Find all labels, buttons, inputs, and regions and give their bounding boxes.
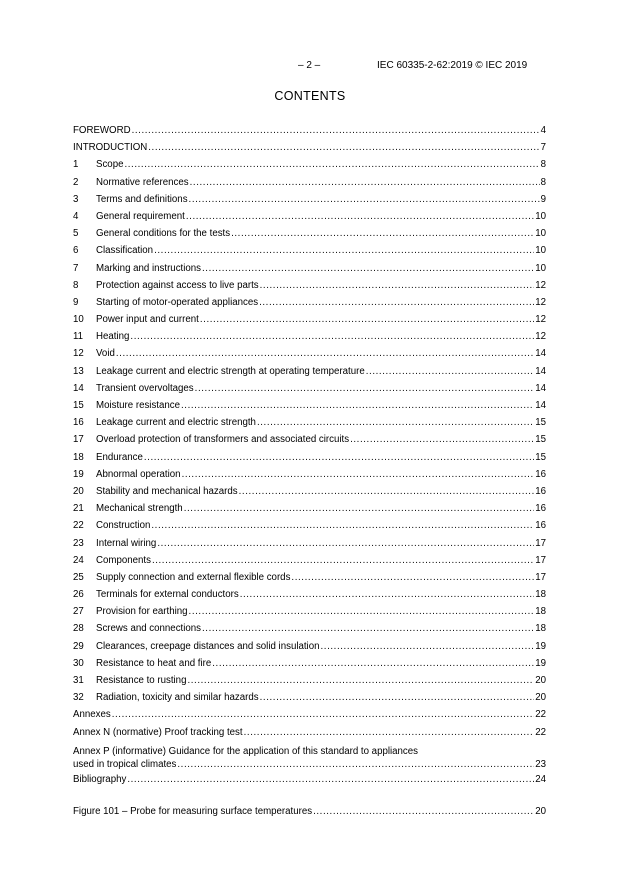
toc-leader xyxy=(200,314,534,325)
toc-entry-label: Heating xyxy=(96,331,130,343)
toc-leader xyxy=(186,211,534,222)
toc-leader xyxy=(202,623,534,634)
toc-leader xyxy=(144,452,534,463)
toc-entry-page: 9 xyxy=(540,193,546,205)
toc-entry-label: Classification xyxy=(96,245,154,257)
toc-entry-label: Stability and mechanical hazards xyxy=(96,485,238,497)
toc-entry[interactable] xyxy=(73,280,546,297)
toc-entry[interactable] xyxy=(73,675,546,692)
toc-entry-page: 12 xyxy=(535,296,546,308)
figure-entry-label: Figure 101 – Probe for measuring surface temperatures xyxy=(73,806,313,817)
toc-entry-number: 17 xyxy=(73,434,84,446)
toc-leader xyxy=(366,366,534,377)
toc-entry-page: 12 xyxy=(535,314,546,326)
toc-entry[interactable] xyxy=(73,641,546,658)
toc-leader xyxy=(182,469,535,480)
toc-entry-label: Resistance to rusting xyxy=(96,675,187,686)
toc-entry-number: 3 xyxy=(73,193,79,205)
toc-entry-number: 12 xyxy=(73,348,84,360)
toc-leader xyxy=(240,589,535,600)
toc-entry-label: Starting of motor-operated appliances xyxy=(96,296,259,308)
figure-entry-page: 20 xyxy=(535,806,546,817)
toc-entry-number: 11 xyxy=(73,331,84,343)
toc-entry-page: 14 xyxy=(535,382,546,394)
toc-entry-number: 27 xyxy=(73,606,84,618)
toc-entry-page: 18 xyxy=(535,589,546,601)
toc-entry-number: 1 xyxy=(73,159,79,171)
toc-leader xyxy=(157,538,534,549)
toc-leader xyxy=(231,228,534,239)
contents-title: CONTENTS xyxy=(274,89,346,103)
toc-entry-page: 14 xyxy=(535,400,546,411)
toc-entry-number: 23 xyxy=(73,537,84,549)
toc-entry-label: Annexes xyxy=(73,709,111,721)
toc-entry-page: 14 xyxy=(535,365,546,377)
toc-entry[interactable] xyxy=(73,434,546,451)
toc-entry-page: 10 xyxy=(535,228,546,240)
toc-leader xyxy=(184,503,535,514)
toc-leader xyxy=(116,348,534,359)
toc-entry-number: 13 xyxy=(73,365,84,377)
toc-leader xyxy=(212,658,534,669)
toc-entries xyxy=(73,125,546,744)
toc-entry[interactable] xyxy=(73,503,546,520)
toc-leader xyxy=(124,159,539,170)
toc-entry-label: Resistance to heat and fire xyxy=(96,657,212,669)
toc-entry[interactable] xyxy=(73,452,546,469)
toc-entry-label: Clearances, creepage distances and solid insulation xyxy=(96,640,320,652)
toc-entry-number: 7 xyxy=(73,262,79,274)
toc-entry-page: 16 xyxy=(535,468,546,480)
toc-entry-label: Marking and instructions xyxy=(96,262,201,274)
toc-entry[interactable] xyxy=(73,606,546,623)
toc-entry-number: 16 xyxy=(73,417,84,429)
toc-leader xyxy=(350,434,534,445)
toc-entry[interactable] xyxy=(73,469,546,486)
toc-entry[interactable] xyxy=(73,348,546,365)
toc-entry-page: 4 xyxy=(540,125,546,136)
toc-entry-number: 19 xyxy=(73,468,84,480)
toc-leader xyxy=(151,520,534,531)
toc-leader xyxy=(260,280,535,291)
toc-leader xyxy=(189,194,540,205)
toc-entry-number: 5 xyxy=(73,228,79,240)
toc-entry-page: 23 xyxy=(535,758,546,770)
toc-leader xyxy=(177,759,534,770)
toc-entry-label: General requirement xyxy=(96,210,185,222)
toc-entry-page: 18 xyxy=(535,606,546,618)
toc-leader xyxy=(189,606,535,617)
toc-entry-page: 19 xyxy=(535,657,546,669)
toc-entry[interactable] xyxy=(73,727,546,744)
toc-entry-page: 24 xyxy=(535,773,546,785)
toc-entry[interactable] xyxy=(73,297,546,314)
toc-entry[interactable] xyxy=(73,383,546,400)
toc-entry[interactable] xyxy=(73,263,546,280)
toc-entry-number: 31 xyxy=(73,675,84,686)
toc-entry[interactable] xyxy=(73,572,546,589)
toc-entry-label: Leakage current and electric strength xyxy=(96,417,256,429)
toc-entry-number: 10 xyxy=(73,314,84,326)
toc-leader xyxy=(152,555,534,566)
toc-entry-page: 17 xyxy=(535,554,546,566)
toc-entry-number: 30 xyxy=(73,657,84,669)
toc-leader xyxy=(132,125,540,136)
toc-entry-page: 8 xyxy=(540,159,546,171)
toc-entry[interactable] xyxy=(73,211,546,228)
toc-entry-label: Annex N (normative) Proof tracking test xyxy=(73,726,243,738)
toc-entry[interactable] xyxy=(73,314,546,331)
toc-entry-number: 32 xyxy=(73,692,84,704)
toc-entry-label: Mechanical strength xyxy=(96,503,183,515)
toc-entry-label: Components xyxy=(96,554,151,566)
toc-entry-label: Annex P (informative) Guidance for the application of this standard to appliances xyxy=(73,745,419,757)
toc-entry[interactable] xyxy=(73,331,546,348)
toc-entry-label: Provision for earthing xyxy=(96,606,188,618)
toc-leader xyxy=(257,417,534,428)
toc-leader xyxy=(202,263,534,274)
toc-entry-page: 19 xyxy=(535,640,546,652)
toc-leader xyxy=(291,572,534,583)
toc-entry-number: 24 xyxy=(73,554,84,566)
toc-entry[interactable] xyxy=(73,400,546,417)
toc-entry-label: Scope xyxy=(96,159,124,171)
toc-entry-label: Radiation, toxicity and similar hazards xyxy=(96,692,259,704)
toc-entry-page: 15 xyxy=(535,434,546,446)
toc-entry[interactable] xyxy=(73,177,546,194)
toc-entry-number: 21 xyxy=(73,503,84,515)
toc-leader xyxy=(259,297,534,308)
toc-entry-page: 15 xyxy=(535,417,546,429)
toc-leader xyxy=(195,383,535,394)
toc-entry[interactable] xyxy=(73,159,546,176)
toc-entry-page: 18 xyxy=(535,623,546,635)
toc-entry-page: 10 xyxy=(535,262,546,274)
toc-entry[interactable] xyxy=(73,486,546,503)
toc-entry-label: Normative references xyxy=(96,176,189,188)
toc-entry-label: Void xyxy=(96,348,115,360)
toc-entry-number: 22 xyxy=(73,520,84,532)
toc-leader xyxy=(313,806,534,817)
page-number: – 2 – xyxy=(298,60,321,71)
toc-entry-label: Terms and definitions xyxy=(96,193,188,205)
toc-entry[interactable] xyxy=(73,520,546,537)
toc-entry-label: Construction xyxy=(96,520,151,532)
toc-entry-label: INTRODUCTION xyxy=(73,142,148,154)
table-of-contents xyxy=(73,125,546,791)
toc-entry-number: 6 xyxy=(73,245,79,257)
toc-entry[interactable] xyxy=(73,555,546,572)
toc-entry[interactable] xyxy=(73,228,546,245)
toc-entry-page: 12 xyxy=(535,279,546,291)
toc-entry-label: Transient overvoltages xyxy=(96,382,194,394)
toc-entry-page: 12 xyxy=(535,331,546,343)
toc-entry-number: 14 xyxy=(73,382,84,394)
toc-entry-label: General conditions for the tests xyxy=(96,228,231,240)
toc-entry-number: 8 xyxy=(73,279,79,291)
toc-entry-number: 26 xyxy=(73,589,84,601)
toc-entry[interactable] xyxy=(73,623,546,640)
toc-entry-annex-p[interactable] xyxy=(73,746,546,774)
toc-leader xyxy=(148,142,539,153)
toc-leader xyxy=(244,727,535,738)
toc-leader xyxy=(154,245,534,256)
toc-entry-label: Moisture resistance xyxy=(96,400,180,411)
toc-entry-label: Internal wiring xyxy=(96,537,157,549)
toc-entry-page: 15 xyxy=(535,451,546,463)
toc-entry-page: 22 xyxy=(535,726,546,738)
figure-entry[interactable] xyxy=(73,806,546,823)
toc-entry-number: 18 xyxy=(73,451,84,463)
toc-entry[interactable] xyxy=(73,589,546,606)
toc-entry[interactable] xyxy=(73,125,546,142)
toc-entry[interactable] xyxy=(73,142,546,159)
toc-leader xyxy=(190,177,540,188)
toc-entry-number: 15 xyxy=(73,400,84,411)
toc-entry-page: 20 xyxy=(535,692,546,704)
toc-entry-page: 16 xyxy=(535,520,546,532)
toc-entry-bibliography[interactable] xyxy=(73,774,546,791)
toc-entry-label: Abnormal operation xyxy=(96,468,181,480)
toc-entry-page: 10 xyxy=(535,210,546,222)
toc-entry-page: 16 xyxy=(535,485,546,497)
toc-entry-page: 16 xyxy=(535,503,546,515)
toc-leader xyxy=(239,486,535,497)
toc-entry-page: 17 xyxy=(535,571,546,583)
toc-entry-label: Screws and connections xyxy=(96,623,202,635)
toc-entry[interactable] xyxy=(73,538,546,555)
toc-entry[interactable] xyxy=(73,658,546,675)
toc-entry-number: 25 xyxy=(73,571,84,583)
toc-leader xyxy=(112,709,535,720)
toc-entry[interactable] xyxy=(73,245,546,262)
toc-entry-page: 14 xyxy=(535,348,546,360)
toc-entry-number: 2 xyxy=(73,176,79,188)
toc-entry-label: Power input and current xyxy=(96,314,199,326)
toc-entry-label: FOREWORD xyxy=(73,125,131,136)
toc-entry-number: 20 xyxy=(73,485,84,497)
toc-entry-page: 10 xyxy=(535,245,546,257)
toc-leader xyxy=(127,774,534,785)
list-of-figures xyxy=(73,806,546,823)
toc-entry[interactable] xyxy=(73,709,546,726)
document-reference: IEC 60335-2-62:2019 © IEC 2019 xyxy=(377,60,528,71)
toc-entry[interactable] xyxy=(73,366,546,383)
toc-entry-page: 17 xyxy=(535,537,546,549)
toc-entry-number: 9 xyxy=(73,296,79,308)
toc-entry-label: Endurance xyxy=(96,451,143,463)
toc-entry-page: 22 xyxy=(535,709,546,721)
toc-entry-label: Leakage current and electric strength at operating temperature xyxy=(96,365,365,377)
toc-entry-page: 20 xyxy=(535,675,546,686)
toc-leader xyxy=(321,641,535,652)
toc-entry-label: Terminals for external conductors xyxy=(96,589,239,601)
toc-entry-number: 29 xyxy=(73,640,84,652)
toc-leader xyxy=(181,400,534,411)
toc-entry-page: 8 xyxy=(540,176,546,188)
toc-entry[interactable] xyxy=(73,417,546,434)
toc-entry-label: Supply connection and external flexible cords xyxy=(96,571,291,583)
toc-leader xyxy=(130,331,534,342)
toc-entry-number: 28 xyxy=(73,623,84,635)
toc-entry-label-continued: used in tropical climates xyxy=(73,758,177,770)
toc-entry-page: 7 xyxy=(540,142,546,154)
toc-entry[interactable] xyxy=(73,194,546,211)
toc-leader xyxy=(187,675,534,686)
toc-entry-label: Protection against access to live parts xyxy=(96,279,259,291)
toc-entry[interactable] xyxy=(73,692,546,709)
toc-entry-number: 4 xyxy=(73,210,79,222)
toc-entry-label: Bibliography xyxy=(73,773,127,785)
toc-leader xyxy=(260,692,535,703)
toc-entry-label: Overload protection of transformers and associated circuits xyxy=(96,434,350,446)
